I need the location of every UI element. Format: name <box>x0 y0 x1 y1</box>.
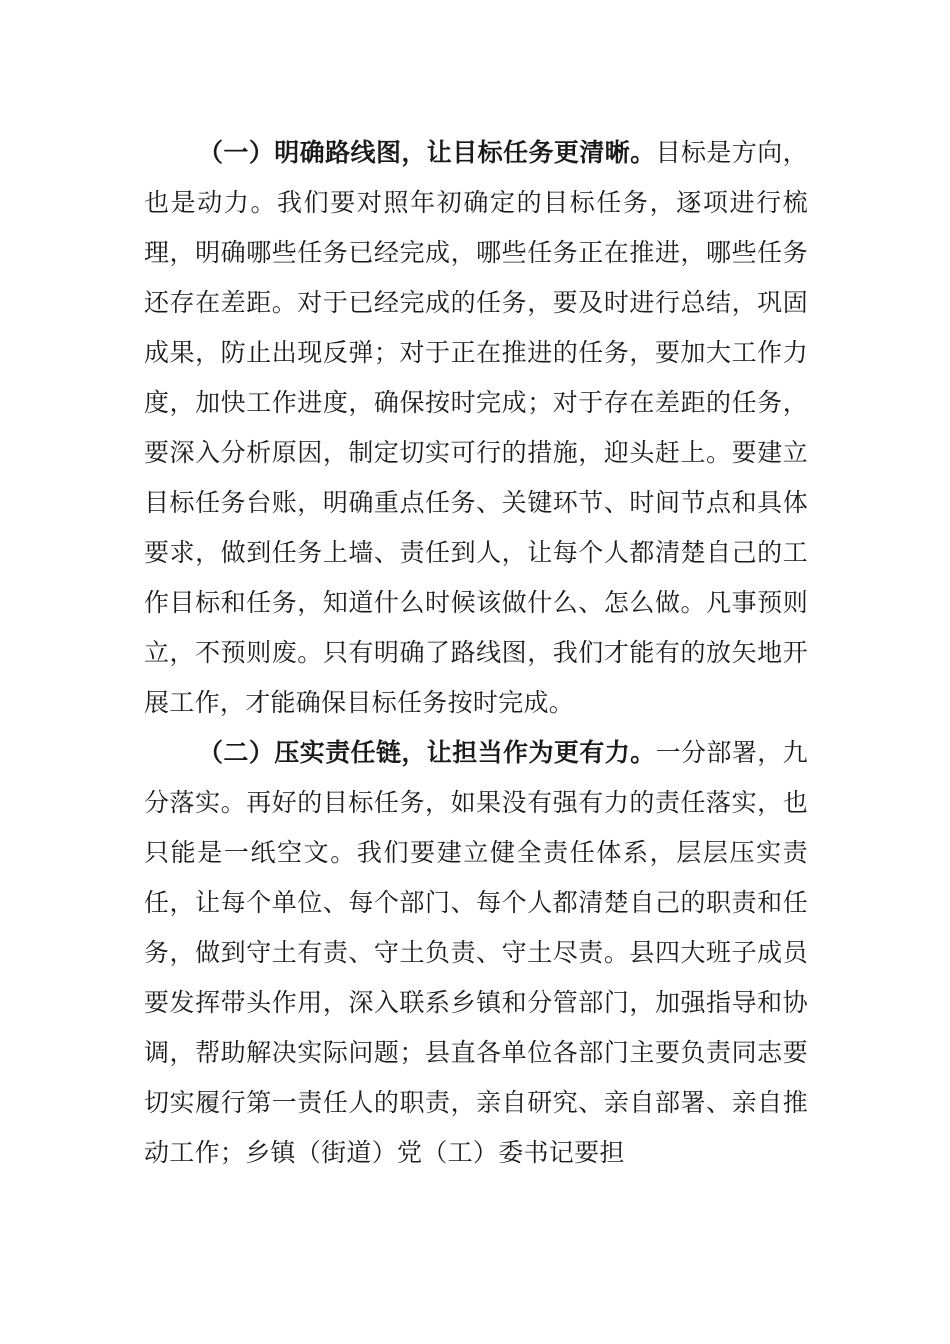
section-2-body: 一分部署，九分落实。再好的目标任务，如果没有强有力的责任落实，也只能是一纸空文。我们要建立健全责任体系，层层压实责任，让每个单位、每个部门、每个人都清楚自己的职责和任务，做到守土有责、守土负责、守土尽责。县四大班子成员要发挥带头作用，深入联系乡镇和分管部门，加强指导和协调，帮助解决实际问题；县直各单位各部门主要负责同志要切实履行第一责任人的职责，亲自研究、亲自部署、亲自推动工作；乡镇（街道）党（工）委书记要担 <box>144 738 808 1167</box>
section-1-paragraph <box>144 128 808 728</box>
section-2-heading: （二）压实责任链，让担当作为更有力。 <box>198 738 656 767</box>
document-body <box>144 128 808 1178</box>
section-1-heading: （一）明确路线图，让目标任务更清晰。 <box>198 138 656 167</box>
section-2-paragraph <box>144 728 808 1178</box>
section-1-body: 目标是方向，也是动力。我们要对照年初确定的目标任务，逐项进行梳理，明确哪些任务已经完成，哪些任务正在推进，哪些任务还存在差距。对于已经完成的任务，要及时进行总结，巩固成果，防止出现反弹；对于正在推进的任务，要加大工作力度，加快工作进度，确保按时完成；对于存在差距的任务，要深入分析原因，制定切实可行的措施，迎头赶上。要建立目标任务台账，明确重点任务、关键环节、时间节点和具体要求，做到任务上墙、责任到人，让每个人都清楚自己的工作目标和任务，知道什么时候该做什么、怎么做。凡事预则立，不预则废。只有明确了路线图，我们才能有的放矢地开展工作，才能确保目标任务按时完成。 <box>144 138 808 717</box>
